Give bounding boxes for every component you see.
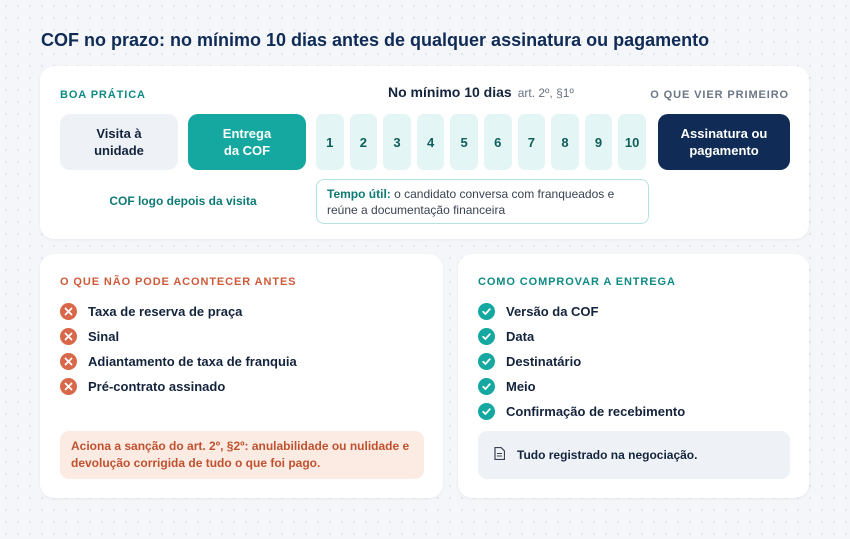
forbidden-item: [60, 349, 297, 374]
proof-item-label: Destinatário: [506, 354, 582, 369]
not-before-list: [60, 299, 297, 399]
x-circle-icon: [60, 378, 77, 395]
x-circle-icon: [60, 353, 77, 370]
whichever-first-label: O QUE VIER PRIMEIRO: [650, 89, 789, 101]
useful-time-text: o candidato conversa com franqueados e reúne a documentação financeira: [327, 187, 615, 217]
day-box: 6: [484, 114, 512, 170]
day-box: 4: [417, 114, 445, 170]
timeline-card: [40, 66, 809, 239]
recorded-text: Tudo registrado na negociação.: [517, 448, 698, 462]
signature-payment-step: [658, 114, 790, 170]
forbidden-item-label: Pré-contrato assinado: [88, 379, 226, 394]
check-circle-icon: [478, 303, 495, 320]
check-circle-icon: [478, 403, 495, 420]
good-practice-label: BOA PRÁTICA: [60, 89, 146, 101]
page-title: COF no prazo: no mínimo 10 dias antes de qualquer assinatura ou pagamento: [41, 30, 710, 50]
min-days-label: No mínimo 10 dias: [388, 84, 512, 100]
document-icon: [494, 447, 517, 463]
visit-step-label: Visita à unidade: [94, 126, 144, 158]
check-circle-icon: [478, 328, 495, 345]
useful-time-note: [316, 179, 649, 224]
not-before-heading: O QUE NÃO PODE ACONTECER ANTES: [60, 276, 297, 288]
day-counter-row: [316, 114, 646, 170]
forbidden-item: [60, 374, 297, 399]
min-days-ref: art. 2º, §1º: [517, 86, 574, 100]
day-box: 7: [518, 114, 546, 170]
proof-item-label: Versão da COF: [506, 304, 599, 319]
proof-item: [478, 374, 685, 399]
check-circle-icon: [478, 378, 495, 395]
forbidden-item-label: Sinal: [88, 329, 120, 344]
cof-after-visit-note: COF logo depois da visita: [109, 194, 257, 208]
sanction-note: Aciona a sanção do art. 2º, §2º: anulabilidade ou nulidade e devolução corrigida de tudo o que foi pago.: [60, 431, 424, 479]
proof-item-label: Data: [506, 329, 535, 344]
proof-item-label: Confirmação de recebimento: [506, 404, 686, 419]
proof-item: [478, 324, 685, 349]
proof-item-label: Meio: [506, 379, 536, 394]
check-circle-icon: [478, 353, 495, 370]
day-box: 5: [450, 114, 478, 170]
delivery-step: [188, 114, 306, 170]
proof-item: [478, 349, 685, 374]
day-box: 2: [350, 114, 378, 170]
proof-card: [458, 254, 809, 498]
day-box: 9: [585, 114, 613, 170]
delivery-step-label: Entrega da COF: [222, 126, 272, 158]
forbidden-item: [60, 324, 297, 349]
min-days-heading: [388, 84, 574, 100]
day-box: 1: [316, 114, 344, 170]
x-circle-icon: [60, 303, 77, 320]
useful-time-label: Tempo útil:: [327, 187, 391, 201]
day-box: 10: [618, 114, 646, 170]
signature-payment-label: Assinatura ou pagamento: [680, 126, 768, 158]
proof-item: [478, 399, 685, 424]
day-box: 3: [383, 114, 411, 170]
proof-heading: COMO COMPROVAR A ENTREGA: [478, 276, 676, 288]
not-before-card: [40, 254, 443, 498]
visit-step: [60, 114, 178, 170]
proof-list: [478, 299, 685, 424]
day-box: 8: [551, 114, 579, 170]
x-circle-icon: [60, 328, 77, 345]
forbidden-item-label: Adiantamento de taxa de franquia: [88, 354, 297, 369]
recorded-note: [478, 431, 790, 479]
forbidden-item-label: Taxa de reserva de praça: [88, 304, 243, 319]
forbidden-item: [60, 299, 297, 324]
proof-item: [478, 299, 685, 324]
